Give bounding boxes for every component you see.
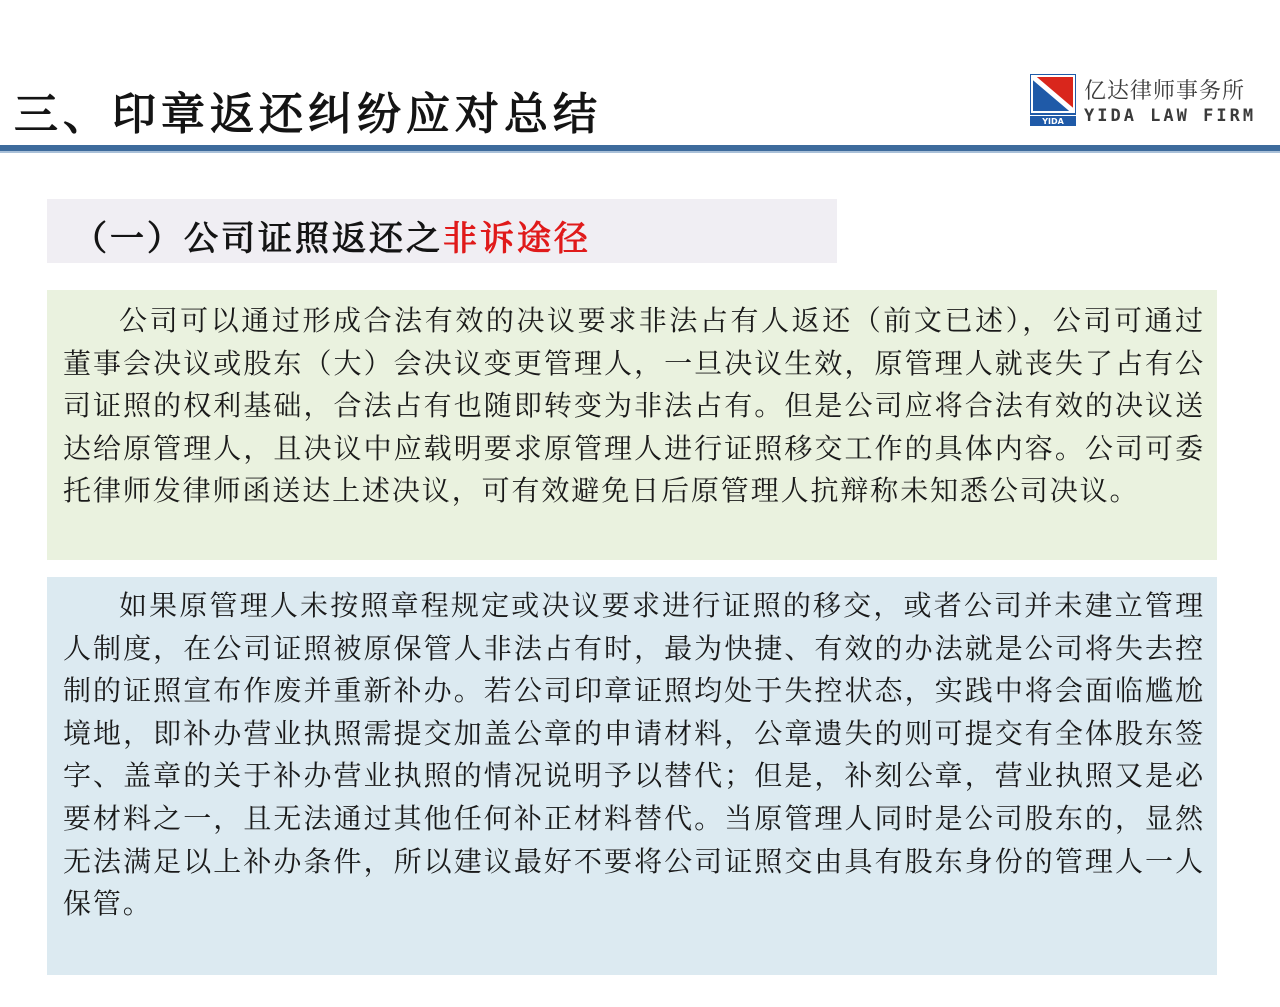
logo-name-en: YIDA LAW FIRM — [1084, 106, 1257, 126]
paragraph-1: 公司可以通过形成合法有效的决议要求非法占有人返还（前文已述），公司可通过董事会决议或股东（大）会决议变更管理人，一旦决议生效，原管理人就丧失了占有公司证照的权利基础，合法占有也随即转变为非法占有。但是公司应将合法有效的决议送达给原管理人，且决议中应载明要求原管理人进行证照移交工作的具体内容。公司可委托律师发律师函送达上述决议，可有效避免日后原管理人抗辩称未知悉公司决议。 — [63, 304, 1205, 508]
paragraph-box-nonlitigation-resolution — [47, 290, 1217, 560]
yida-logo-icon — [1030, 74, 1076, 126]
paragraph-2: 如果原管理人未按照章程规定或决议要求进行证照的移交，或者公司并未建立管理人制度，在公司证照被原保管人非法占有时，最为快捷、有效的办法就是公司将失去控制的证照宣布作废并重新补办。若公司印章证照均处于失控状态，实践中将会面临尴尬境地，即补办营业执照需提交加盖公章的申请材料，公章遗失的则可提交有全体股东签字、盖章的关于补办营业执照的情况说明予以替代；但是，补刻公章，营业执照又是必要材料之一，且无法通过其他任何补正材料替代。当原管理人同时是公司股东的，显然无法满足以上补办条件，所以建议最好不要将公司证照交由具有股东身份的管理人一人保管。 — [63, 589, 1205, 921]
section-heading-prefix: （一）公司证照返还之 — [73, 219, 443, 259]
paragraph-box-reissue-certificates — [47, 577, 1217, 975]
logo-mark-text: YIDA — [1042, 117, 1064, 126]
section-heading — [73, 211, 591, 260]
logo-name-cn: 亿达律师事务所 — [1084, 79, 1246, 104]
section-heading-highlight: 非诉途径 — [443, 219, 591, 259]
title-divider-shadow — [0, 151, 1280, 153]
section-heading-box — [47, 199, 837, 263]
firm-logo — [1030, 74, 1270, 128]
page-title: 三、印章返还纠纷应对总结 — [14, 89, 602, 140]
